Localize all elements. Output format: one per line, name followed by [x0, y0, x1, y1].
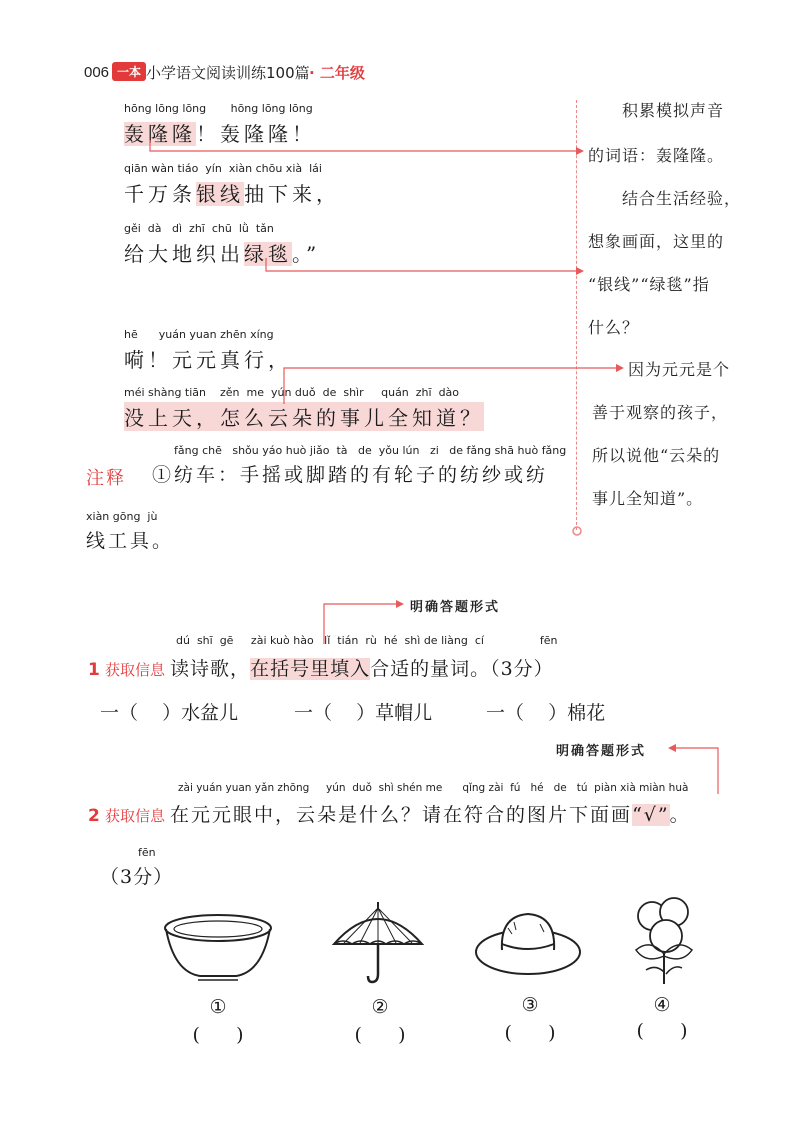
q1-blank-3[interactable]: 一（ ）棉花 — [486, 702, 606, 724]
q1-highlight: 在括号里填入 — [250, 658, 371, 680]
side-note-3-line-3: 所以说他“云朵的 — [592, 446, 721, 465]
pinyin-line-5: méi shàng tiān zěn me yún duǒ de shìr quán zhī dào — [124, 386, 460, 399]
q2-text-a: 在元元眼中，云朵是什么？请在符合的图片下面画 — [170, 804, 633, 826]
page-number: 006 — [84, 64, 110, 81]
book-title: 小学语文阅读训练100篇 — [146, 64, 310, 82]
answer-format-hint-1: 明确答题形式 — [410, 600, 501, 615]
q1-number: 1 — [88, 660, 100, 680]
picture-label-3: ③ — [521, 994, 539, 1016]
answer-paren-2[interactable]: ( ) — [354, 1024, 406, 1046]
annotation-text-1: ①纺车：手摇或脚踏的有轮子的纺纱或纺 — [152, 464, 549, 486]
annotation-text-2: 线工具。 — [86, 530, 175, 552]
question-2 — [88, 800, 691, 827]
q1-text-c: 合适的量词。（3分） — [370, 658, 554, 680]
side-note-3-line-2: 善于观察的孩子， — [592, 403, 729, 422]
poem-text: ！轰隆隆！ — [196, 122, 316, 146]
brand-badge: 一本 — [112, 62, 146, 81]
q1-text — [170, 658, 554, 680]
q2-highlight: “√” — [632, 804, 670, 826]
arrow-3 — [284, 368, 620, 404]
cotton-flower-icon — [626, 894, 702, 986]
annotation-label: 注释 — [86, 468, 126, 489]
picture-label-2: ② — [371, 996, 389, 1018]
q1-tag: 获取信息 — [104, 661, 165, 679]
grade-label: · 二年级 — [309, 64, 365, 82]
arrow-1 — [150, 140, 580, 151]
poem-text: 千万条 — [124, 182, 196, 206]
q2-text — [170, 804, 691, 826]
pinyin-line-4: hē yuán yuan zhēn xíng — [124, 328, 274, 341]
side-note-3-line-4: 事儿全知道”。 — [592, 489, 704, 508]
poem-text: 。” — [292, 242, 321, 266]
annotation-pinyin-2: xiàn gōng jù — [86, 510, 158, 523]
side-note-1-line-1: 积累模拟声音 — [622, 101, 725, 120]
highlight-green-carpet: 绿毯 — [244, 242, 292, 266]
answer-format-hint-2: 明确答题形式 — [556, 744, 647, 759]
poem-text: 抽下来， — [244, 182, 340, 206]
picture-label-1: ① — [209, 996, 227, 1018]
highlight-onomatopoeia: 轰隆隆 — [124, 122, 196, 146]
q2-score: （3分） — [100, 866, 174, 888]
poem-line-5: 没上天，怎么云朵的事儿全知道？ — [124, 402, 484, 431]
side-note-2-line-1: 结合生活经验， — [622, 189, 742, 208]
side-note-2-line-2: 想象画面，这里的 — [588, 232, 725, 251]
q2-text-c: 。 — [669, 804, 691, 826]
q2-tag: 获取信息 — [104, 807, 165, 825]
q2-number: 2 — [88, 806, 100, 826]
annotation-pinyin-1: fǎng chē shǒu yáo huò jiǎo tà de yǒu lún zi de fǎng shā huò fǎng — [174, 444, 567, 457]
pinyin-line-2: qiān wàn tiáo yín xiàn chōu xià lái — [124, 162, 322, 175]
poem-line-4: 嗬！元元真行， — [124, 348, 292, 372]
pinyin-line-3: gěi dà dì zhī chū lǜ tǎn — [124, 222, 274, 235]
highlight-silver-threads: 银线 — [196, 182, 244, 206]
straw-hat-icon — [472, 904, 584, 980]
umbrella-icon — [330, 900, 426, 990]
poem-text: 给大地织出 — [124, 242, 244, 266]
q2-pinyin: zài yuán yuan yǎn zhōng yún duǒ shì shén me qǐng zài fú hé de tú piàn xià miàn huà — [178, 782, 689, 794]
question-1 — [88, 654, 554, 681]
answer-paren-3[interactable]: ( ) — [504, 1022, 556, 1044]
q2-score-pinyin: fēn — [138, 846, 156, 859]
pinyin-line-1: hōng lōng lōng hōng lōng lōng — [124, 102, 313, 115]
side-note-1-line-2: 的词语：轰隆隆。 — [588, 146, 725, 165]
q1-blank-1[interactable]: 一（ ）水盆儿 — [100, 702, 239, 724]
answer-paren-1[interactable]: ( ) — [192, 1024, 244, 1046]
arrow-2 — [266, 258, 580, 271]
side-note-2-line-4: 什么？ — [588, 318, 640, 337]
side-note-2-line-3: “银线”“绿毯”指 — [588, 275, 710, 294]
q1-text-a: 读诗歌， — [170, 658, 251, 680]
q1-pinyin: dú shī gē zài kuò hào lǐ tián rù hé shì de liàng cí fēn — [176, 634, 558, 647]
answer-paren-4[interactable]: ( ) — [636, 1020, 688, 1042]
q1-blank-2[interactable]: 一（ ）草帽儿 — [294, 702, 433, 724]
basin-icon — [160, 910, 278, 986]
side-note-3-line-1: 因为元元是个 — [628, 360, 731, 379]
picture-label-4: ④ — [653, 994, 671, 1016]
